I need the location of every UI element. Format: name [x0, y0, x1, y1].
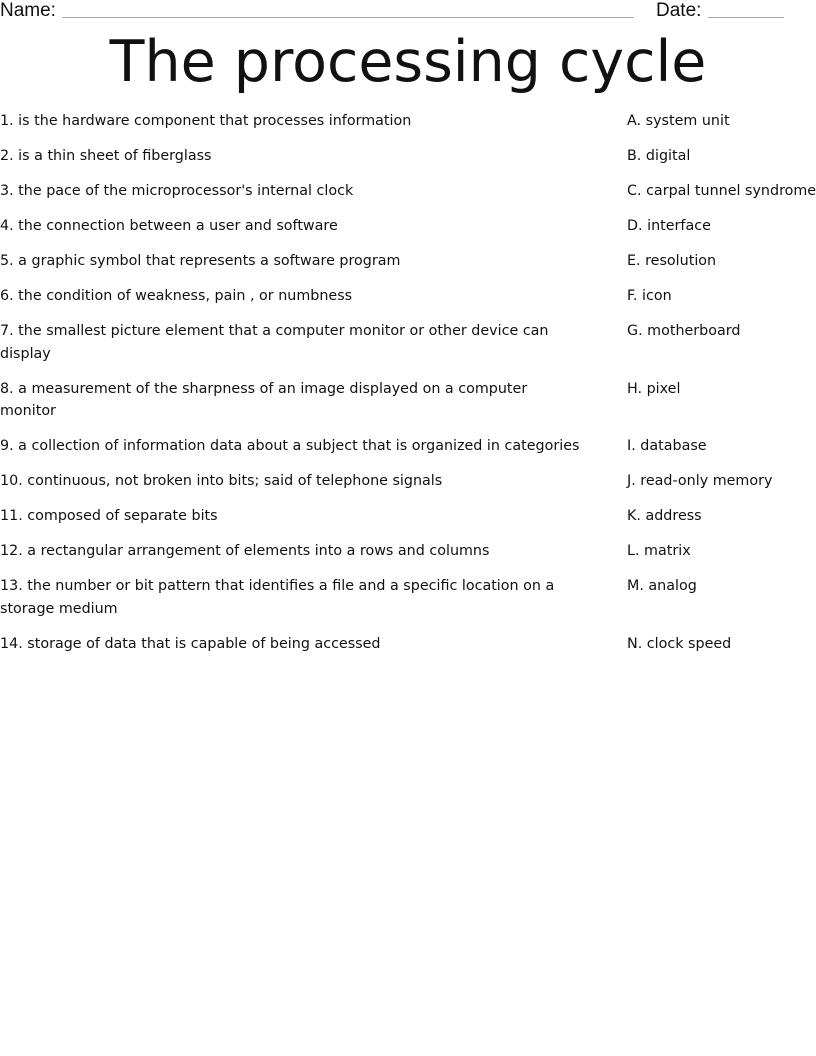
list-item [0, 250, 816, 273]
list-item [0, 540, 816, 563]
list-item [0, 575, 816, 620]
date-field-line[interactable] [708, 17, 784, 18]
answer-option: E. resolution [627, 253, 717, 269]
clue-text: 11. composed of separate bits [0, 508, 218, 524]
name-field-line[interactable] [62, 17, 634, 18]
answer-option: C. carpal tunnel syndrome [627, 183, 816, 199]
clue-text: 13. the number or bit pattern that identifies a file and a specific location on a storage medium [0, 578, 555, 617]
date-label: Date: [656, 0, 702, 21]
clue-text: 10. continuous, not broken into bits; said of telephone signals [0, 473, 443, 489]
list-item [0, 435, 816, 458]
clue-text: 2. is a thin sheet of fiberglass [0, 148, 212, 164]
answer-option: K. address [627, 508, 702, 524]
clue-text: 6. the condition of weakness, pain , or numbness [0, 288, 353, 304]
answer-option: H. pixel [627, 380, 681, 397]
clue-text: 7. the smallest picture element that a computer monitor or other device can display [0, 323, 549, 362]
matching-list [0, 110, 816, 668]
list-item [0, 320, 816, 365]
answer-option: L. matrix [627, 543, 691, 559]
clue-text: 3. the pace of the microprocessor's internal clock [0, 183, 354, 199]
list-item [0, 285, 816, 308]
answer-option: I. database [627, 438, 707, 454]
list-item [0, 110, 816, 133]
worksheet-title: The processing cycle [109, 29, 707, 95]
answer-option: G. motherboard [627, 323, 741, 339]
clue-text: 14. storage of data that is capable of being accessed [0, 635, 381, 652]
answer-option: D. interface [627, 218, 711, 234]
list-item [0, 633, 816, 656]
answer-option: M. analog [627, 578, 697, 594]
answer-option: J. read-only memory [627, 473, 773, 489]
answer-option: A. system unit [627, 113, 730, 129]
clue-text: 5. a graphic symbol that represents a software program [0, 253, 401, 269]
answer-option: N. clock speed [627, 635, 732, 652]
answer-option: B. digital [627, 148, 691, 164]
list-item [0, 145, 816, 168]
clue-text: 9. a collection of information data about a subject that is organized in categories [0, 438, 580, 454]
clue-text: 1. is the hardware component that processes information [0, 113, 412, 129]
clue-text: 12. a rectangular arrangement of elements into a rows and columns [0, 543, 490, 559]
list-item [0, 215, 816, 238]
clue-text: 4. the connection between a user and software [0, 218, 338, 234]
worksheet-header [0, 0, 816, 24]
list-item [0, 180, 816, 203]
list-item [0, 470, 816, 493]
answer-option: F. icon [627, 288, 672, 304]
list-item [0, 505, 816, 528]
list-item [0, 378, 816, 423]
name-label: Name: [0, 0, 56, 21]
clue-text: 8. a measurement of the sharpness of an image displayed on a computer monitor [0, 380, 528, 419]
